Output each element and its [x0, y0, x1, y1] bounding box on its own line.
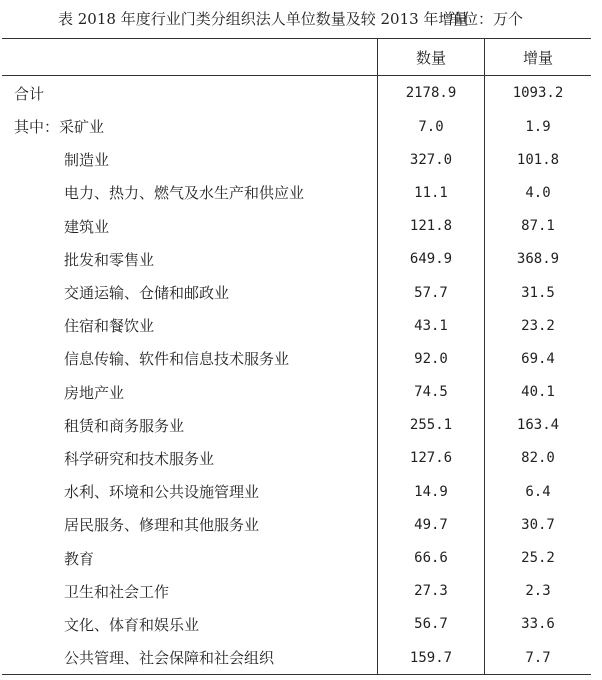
row-increase: 2.3 [525, 583, 551, 600]
table-row [2, 110, 591, 143]
row-count: 66.6 [378, 541, 485, 574]
row-count: 49.7 [378, 508, 485, 541]
row-label: 住宿和餐饮业 [2, 309, 378, 342]
table-row [2, 309, 591, 342]
table-row [2, 176, 591, 209]
table-unit: 单位：万个 [448, 10, 524, 28]
row-increase: 368.9 [516, 251, 560, 268]
statistics-table [2, 38, 591, 675]
row-count: 327.0 [378, 143, 485, 176]
row-label: 租赁和商务服务业 [2, 409, 378, 442]
row-label: 电力、热力、燃气及水生产和供应业 [2, 176, 378, 209]
row-increase: 33.6 [521, 616, 555, 633]
row-count: 255.1 [378, 409, 485, 442]
row-count: 74.5 [378, 376, 485, 409]
table-row [2, 276, 591, 309]
row-label: 卫生和社会工作 [2, 575, 378, 608]
table-row [2, 409, 591, 442]
row-label: 交通运输、仓储和邮政业 [2, 276, 378, 309]
row-label: 房地产业 [2, 376, 378, 409]
row-increase: 87.1 [521, 218, 555, 235]
row-increase: 23.2 [521, 317, 555, 334]
table-row [2, 342, 591, 375]
row-count: 14.9 [378, 475, 485, 508]
row-label: 建筑业 [2, 210, 378, 243]
table-header-row [2, 39, 591, 76]
row-increase: 6.4 [525, 483, 551, 500]
row-label: 文化、体育和娱乐业 [2, 608, 378, 641]
table-row [2, 76, 591, 110]
table-title [0, 4, 602, 34]
table-row [2, 143, 591, 176]
row-increase: 7.7 [525, 649, 551, 666]
row-increase: 4.0 [525, 184, 551, 201]
row-count: 121.8 [378, 210, 485, 243]
row-label: 科学研究和技术服务业 [2, 442, 378, 475]
row-label: 批发和零售业 [2, 243, 378, 276]
row-count: 56.7 [378, 608, 485, 641]
row-count: 57.7 [378, 276, 485, 309]
row-increase: 30.7 [521, 516, 555, 533]
row-increase: 25.2 [521, 550, 555, 567]
row-increase: 40.1 [521, 384, 555, 401]
row-label: 其中：采矿业 [2, 110, 378, 143]
row-count: 2178.9 [378, 76, 485, 110]
row-count: 649.9 [378, 243, 485, 276]
row-increase: 31.5 [521, 284, 555, 301]
table-caption: 表 2018 年度行业门类分组织法人单位数量及较 2013 年增量 [58, 10, 469, 28]
table-row [2, 376, 591, 409]
row-count: 27.3 [378, 575, 485, 608]
row-label: 教育 [2, 541, 378, 574]
table-row [2, 210, 591, 243]
row-increase: 1093.2 [512, 85, 564, 101]
table-row [2, 442, 591, 475]
table-row [2, 641, 591, 674]
row-increase: 101.8 [516, 151, 560, 168]
table-row [2, 575, 591, 608]
header-count: 数量 [378, 39, 485, 75]
table-row [2, 608, 591, 641]
row-increase: 163.4 [516, 417, 560, 434]
row-increase: 82.0 [521, 450, 555, 467]
row-count: 11.1 [378, 176, 485, 209]
table-row [2, 475, 591, 508]
row-count: 7.0 [378, 110, 485, 143]
table-row [2, 243, 591, 276]
row-label: 信息传输、软件和信息技术服务业 [2, 342, 378, 375]
header-increase: 增量 [522, 48, 553, 67]
row-label: 居民服务、修理和其他服务业 [2, 508, 378, 541]
row-label: 合计 [2, 76, 378, 110]
row-count: 159.7 [378, 641, 485, 674]
table-body [2, 76, 591, 674]
table-row [2, 541, 591, 574]
row-increase: 69.4 [521, 350, 555, 367]
row-count: 127.6 [378, 442, 485, 475]
table-row [2, 508, 591, 541]
header-blank-cell [2, 39, 378, 75]
row-label: 水利、环境和公共设施管理业 [2, 475, 378, 508]
row-count: 92.0 [378, 342, 485, 375]
row-label: 公共管理、社会保障和社会组织 [2, 641, 378, 674]
row-label: 制造业 [2, 143, 378, 176]
row-increase: 1.9 [525, 118, 551, 135]
row-count: 43.1 [378, 309, 485, 342]
